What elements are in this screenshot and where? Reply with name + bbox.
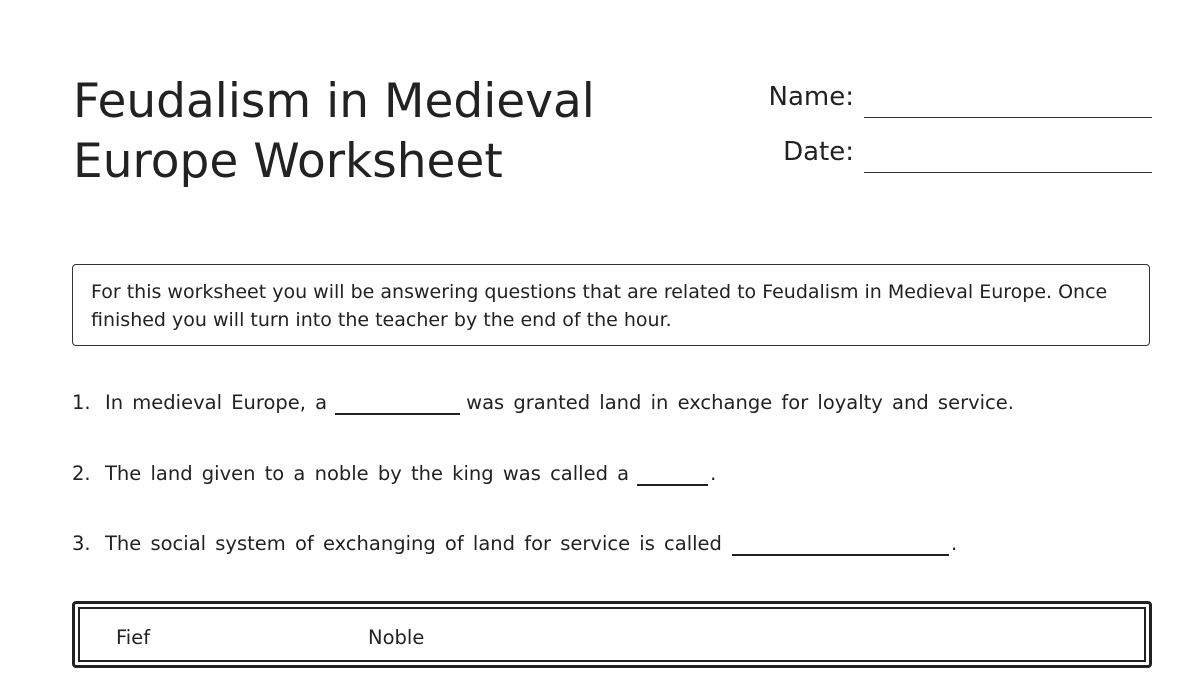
question-1 xyxy=(72,391,1014,415)
question-text-after: was granted land in exchange for loyalty and service. xyxy=(466,391,1014,414)
word-bank xyxy=(72,601,1152,668)
name-row xyxy=(700,78,1152,118)
name-label: Name: xyxy=(768,82,854,112)
answer-blank[interactable] xyxy=(637,464,708,486)
answer-blank[interactable] xyxy=(335,393,460,415)
word-bank-item: Fief xyxy=(116,626,151,649)
date-label: Date: xyxy=(783,137,854,167)
question-text-before: The land given to a noble by the king was called a xyxy=(105,462,630,485)
question-3 xyxy=(72,532,957,556)
question-text-after: . xyxy=(950,532,958,555)
answer-blank[interactable] xyxy=(732,534,949,556)
word-bank-inner xyxy=(78,607,1146,662)
question-number: 2. xyxy=(72,462,91,485)
question-number: 1. xyxy=(72,391,91,414)
instructions-box: For this worksheet you will be answering questions that are related to Feudalism in Medieval Europe. Once finished you will turn into the teacher by the end of the hour. xyxy=(72,264,1150,346)
question-2 xyxy=(72,462,716,486)
question-text-before: In medieval Europe, a xyxy=(105,391,328,414)
title-line-1: Feudalism in Medieval xyxy=(73,74,595,129)
question-number: 3. xyxy=(72,532,91,555)
date-field[interactable] xyxy=(864,172,1152,173)
question-text-before: The social system of exchanging of land for service is called xyxy=(105,532,722,555)
worksheet-title xyxy=(73,72,633,192)
question-text-after: . xyxy=(710,462,717,485)
title-line-2: Europe Worksheet xyxy=(73,134,503,189)
word-bank-item: Noble xyxy=(368,626,425,649)
name-field[interactable] xyxy=(864,117,1152,118)
date-row xyxy=(700,133,1152,173)
